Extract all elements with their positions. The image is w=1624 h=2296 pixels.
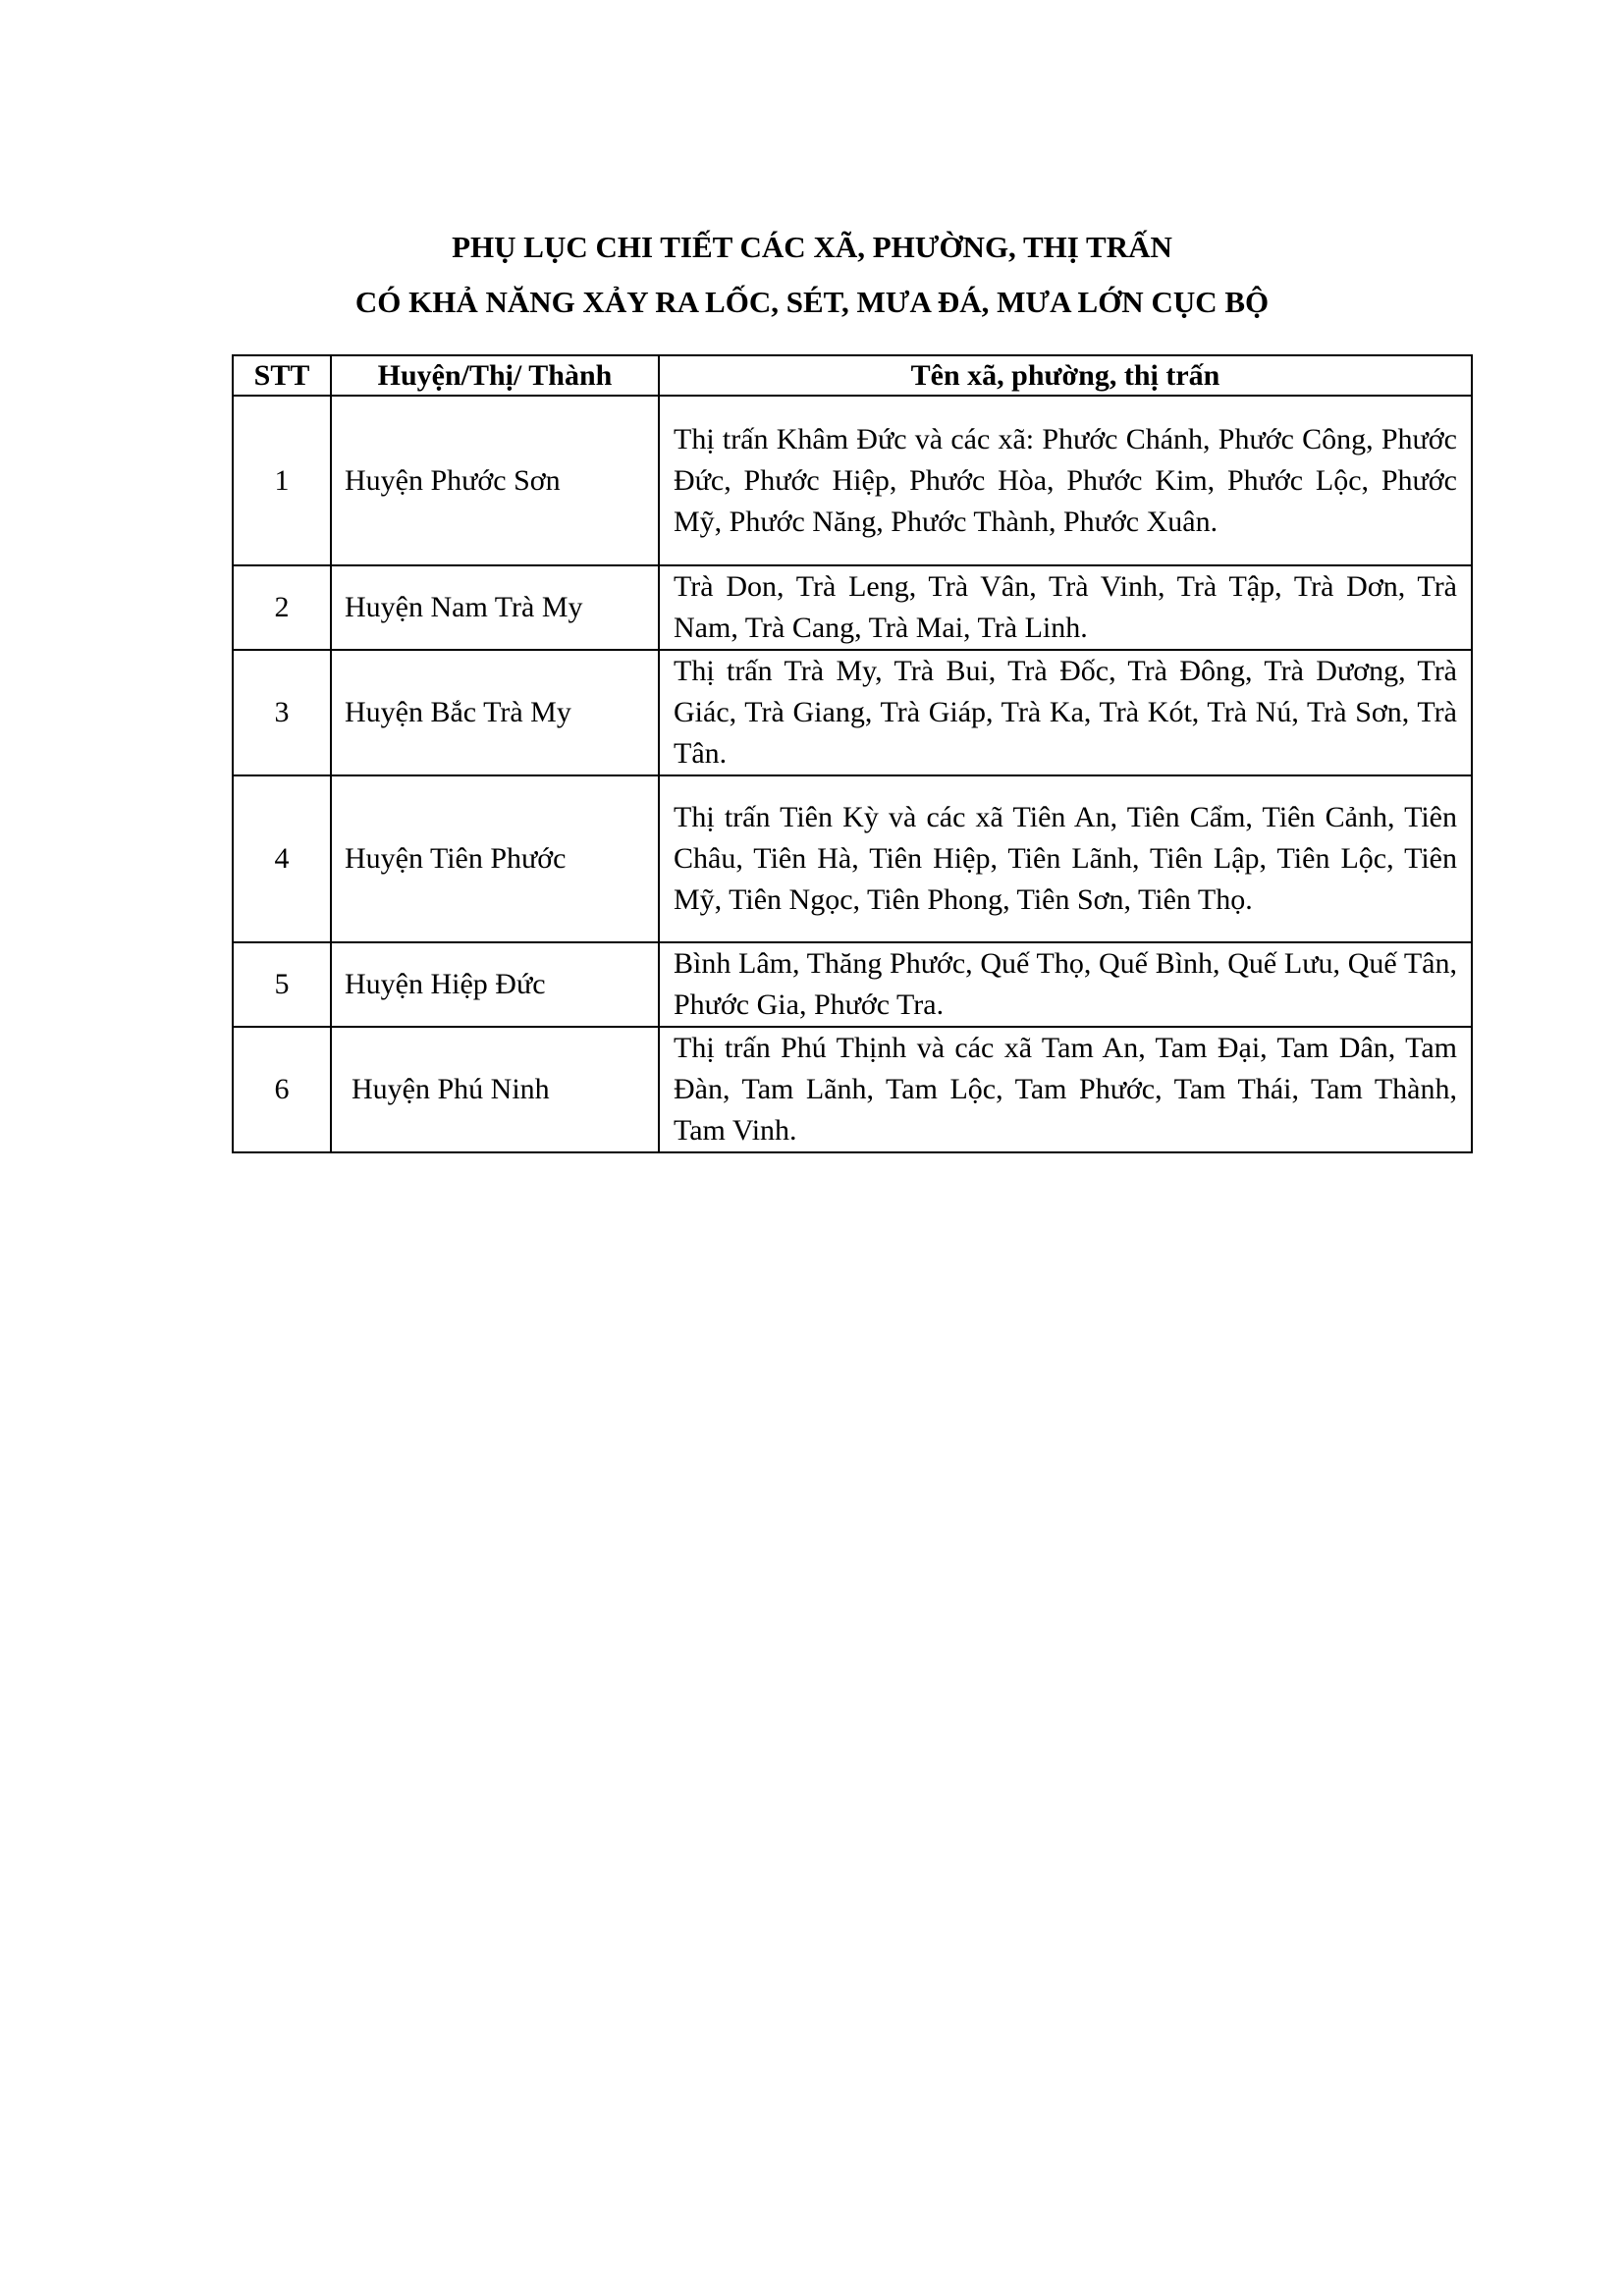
table-header xyxy=(233,355,1472,396)
row-stt: 4 xyxy=(233,775,331,942)
header-row xyxy=(233,355,1472,396)
table-row xyxy=(233,942,1472,1027)
row-district: Huyện Nam Trà My xyxy=(331,565,659,650)
header-stt: STT xyxy=(233,355,331,396)
row-communes: Trà Don, Trà Leng, Trà Vân, Trà Vinh, Trà Tập, Trà Dơn, Trà Nam, Trà Cang, Trà Mai, Trà Linh. xyxy=(659,565,1472,650)
header-communes: Tên xã, phường, thị trấn xyxy=(659,355,1472,396)
row-stt: 6 xyxy=(233,1027,331,1152)
header-district: Huyện/Thị/ Thành xyxy=(331,355,659,396)
document-title-line-2: CÓ KHẢ NĂNG XẢY RA LỐC, SÉT, MƯA ĐÁ, MƯA LỚN CỤC BỘ xyxy=(354,285,1270,319)
row-stt: 1 xyxy=(233,396,331,565)
row-communes: Thị trấn Trà My, Trà Bui, Trà Đốc, Trà Đông, Trà Dương, Trà Giác, Trà Giang, Trà Giáp, Trà Ka, Trà Kót, Trà Nú, Trà Sơn, Trà Tân. xyxy=(659,650,1472,775)
table-row xyxy=(233,1027,1472,1152)
table-row xyxy=(233,775,1472,942)
row-district: Huyện Bắc Trà My xyxy=(331,650,659,775)
table-row xyxy=(233,396,1472,565)
row-district: Huyện Phú Ninh xyxy=(331,1027,659,1152)
table-row xyxy=(233,565,1472,650)
row-district: Huyện Phước Sơn xyxy=(331,396,659,565)
row-stt: 2 xyxy=(233,565,331,650)
document-title-line-1: PHỤ LỤC CHI TIẾT CÁC XÃ, PHƯỜNG, THỊ TRẤN xyxy=(452,230,1172,264)
row-stt: 5 xyxy=(233,942,331,1027)
row-district: Huyện Hiệp Đức xyxy=(331,942,659,1027)
row-district: Huyện Tiên Phước xyxy=(331,775,659,942)
row-stt: 3 xyxy=(233,650,331,775)
table-row xyxy=(233,650,1472,775)
communes-table xyxy=(232,354,1473,1153)
table-body xyxy=(233,396,1472,1152)
row-communes: Thị trấn Khâm Đức và các xã: Phước Chánh, Phước Công, Phước Đức, Phước Hiệp, Phước Hòa, Phước Kim, Phước Lộc, Phước Mỹ, Phước Năng, Phước Thành, Phước Xuân. xyxy=(659,396,1472,565)
row-communes: Bình Lâm, Thăng Phước, Quế Thọ, Quế Bình, Quế Lưu, Quế Tân, Phước Gia, Phước Tra. xyxy=(659,942,1472,1027)
row-communes: Thị trấn Tiên Kỳ và các xã Tiên An, Tiên Cẩm, Tiên Cảnh, Tiên Châu, Tiên Hà, Tiên Hiệp, Tiên Lãnh, Tiên Lập, Tiên Lộc, Tiên Mỹ, Tiên Ngọc, Tiên Phong, Tiên Sơn, Tiên Thọ. xyxy=(659,775,1472,942)
row-communes: Thị trấn Phú Thịnh và các xã Tam An, Tam Đại, Tam Dân, Tam Đàn, Tam Lãnh, Tam Lộc, Tam Phước, Tam Thái, Tam Thành, Tam Vinh. xyxy=(659,1027,1472,1152)
